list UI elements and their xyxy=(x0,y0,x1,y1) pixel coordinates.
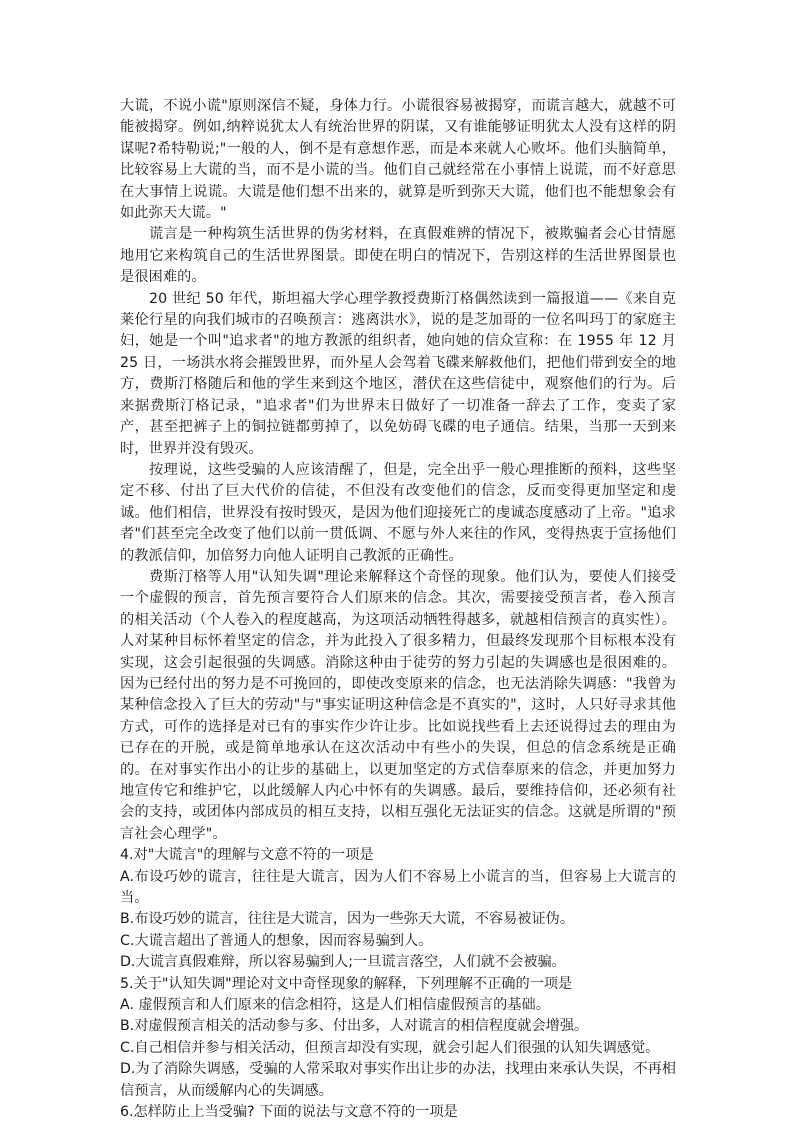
question-4 xyxy=(120,845,676,973)
question-stem: 4.对"大谎言"的理解与文意不符的一项是 xyxy=(120,847,374,864)
paragraph-believers-reaction: 按理说，这些受骗的人应该清醒了，但是，完全出乎一般心理推断的预料，这些坚定不移、付出了巨大代价的信徒，不但没有改变他们的信念，反而变得更加坚定和虔诚。他们相信，世界没有按时毁灭，是因为他们迎接死亡的虔诚态度感动了上帝。"追求者"们甚至完全改变了他们以前一贯低调、不愿与外人来往的作风，变得热衷于宣扬他们的教派信仰，加倍努力向他人证明自己教派的正确性。 xyxy=(120,461,676,564)
paragraph-festinger-story: 20 世纪 50 年代，斯坦福大学心理学教授费斯汀格偶然读到一篇报道——《来自克莱伦行星的向我们城市的召唤预言：逃离洪水》，说的是芝加哥的一位名叫玛丁的家庭主妇，她是一个叫"追求者"的地方教派的组织者，她向她的信众宣称：在 1955 年 12 月 25 日，一场洪水将会摧毁世界，而外星人会驾着飞碟来解救他们，把他们带到安全的地方，费斯汀格随后和他的学生来到这个地区，潜伏在这些信徒中，观察他们的行为。后来据费斯汀格记录，"追求者"们为世界末日做好了一切准备一辞去了工作，变卖了家产，甚至把裤子上的铜拉链都剪掉了，以免妨碍飞碟的电子通信。结果，当那一天到来时，世界并没有毁灭。 xyxy=(120,290,676,457)
document-page xyxy=(120,96,676,1124)
option-c: C.大谎言超出了普通人的想象，因而容易骗到人。 xyxy=(120,932,433,949)
question-stem: 5.关于"认知失调"理论对文中奇怪现象的解释，下列理解不正确的一项是 xyxy=(120,975,573,992)
question-5 xyxy=(120,974,676,1102)
option-c: C.自己相信并参与相关活动，但预言却没有实现，就会引起人们很强的认知失调感觉。 xyxy=(120,1039,660,1056)
option-a: A.布设巧妙的谎言，往往是大谎言，因为人们不容易上小谎言的当，但容易上大谎言的当。 xyxy=(120,868,676,907)
option-b: B.布设巧妙的谎言，往往是大谎言，因为一些弥天大谎，不容易被证伪。 xyxy=(120,911,575,928)
option-d: D.为了消除失调感，受骗的人常采取对事实作出让步的办法，找理由来承认失误，不再相信预言，从而缓解内心的失调感。 xyxy=(120,1061,676,1099)
question-stem: 6.怎样防止上当受骗? 下面的说法与文意不符的一项是 xyxy=(120,1104,458,1121)
paragraph-cognitive-dissonance: 费斯汀格等人用"认知失调"理论来解释这个奇怪的现象。他们认为，要使人们接受一个虚假的预言，首先预言要符合人们原来的信念。其次，需要接受预言者，卷入预言的相关活动（个人卷入的程度越高，为这项活动牺牲得越多，就越相信预言的真实性）。人对某种目标怀着坚定的信念，并为此投入了很多精力，但最终发现那个目标根本没有实现，这会引起很强的失调感。消除这种由于徒劳的努力引起的失调感也是很困难的。因为已经付出的努力是不可挽回的，即使改变原来的信念，也无法消除失调感："我曾为某种信念投入了巨大的劳动"与"事实证明这种信念是不真实的"，这时，人只好寻求其他方式，可作的选择是对已有的事实作少许让步。比如说找些看上去还说得过去的理由为已存在的开脱，或是简单地承认在这次活动中有些小的失误，但总的信念系统是正确的。在对事实作出小的让步的基础上，以更加坚定的方式信奉原来的信念，并更加努力地宣传它和维护它，以此缓解人内心中怀有的失调感。最后，要维持信仰，还必须有社会的支持，或团体内部成员的相互支持，以相互强化无法证实的信念。这就是所谓的"预言社会心理学"。 xyxy=(120,568,676,842)
option-d: D.大谎言真假难辩，所以容易骗到人;一旦谎言落空，人们就不会被骗。 xyxy=(120,954,566,971)
question-6 xyxy=(120,1102,676,1123)
paragraph-intro: 大谎，不说小谎"原则深信不疑，身体力行。小谎很容易被揭穿，而谎言越大，就越不可能被揭穿。例如,纳粹说犹太人有统治世界的阴谋，又有谁能够证明犹太人没有这样的阴谋呢?希特勒说;"一般的人，倒不是有意想作恶，而是本来就人心败坏。他们头脑简单，比较容易上大谎的当，而不是小谎的当。他们自己就经常在小事情上说谎，而不好意思在大事情上说谎。大谎是他们想不出来的，就算是听到弥天大谎，他们也不能想象会有如此弥天大谎。" xyxy=(120,98,676,222)
option-a: A. 虚假预言和人们原来的信念相符，这是人们相信虚假预言的基础。 xyxy=(120,997,550,1014)
option-b: B.对虚假预言相关的活动参与多、付出多，人对谎言的相信程度就会增强。 xyxy=(120,1018,589,1035)
paragraph-lie-material: 谎言是一种构筑生活世界的伪劣材料，在真假难辨的情况下，被欺骗者会心甘情愿地用它来构筑自己的生活世界图景。即使在明白的情况下，告别这样的生活世界图景也是很困难的。 xyxy=(120,226,676,286)
